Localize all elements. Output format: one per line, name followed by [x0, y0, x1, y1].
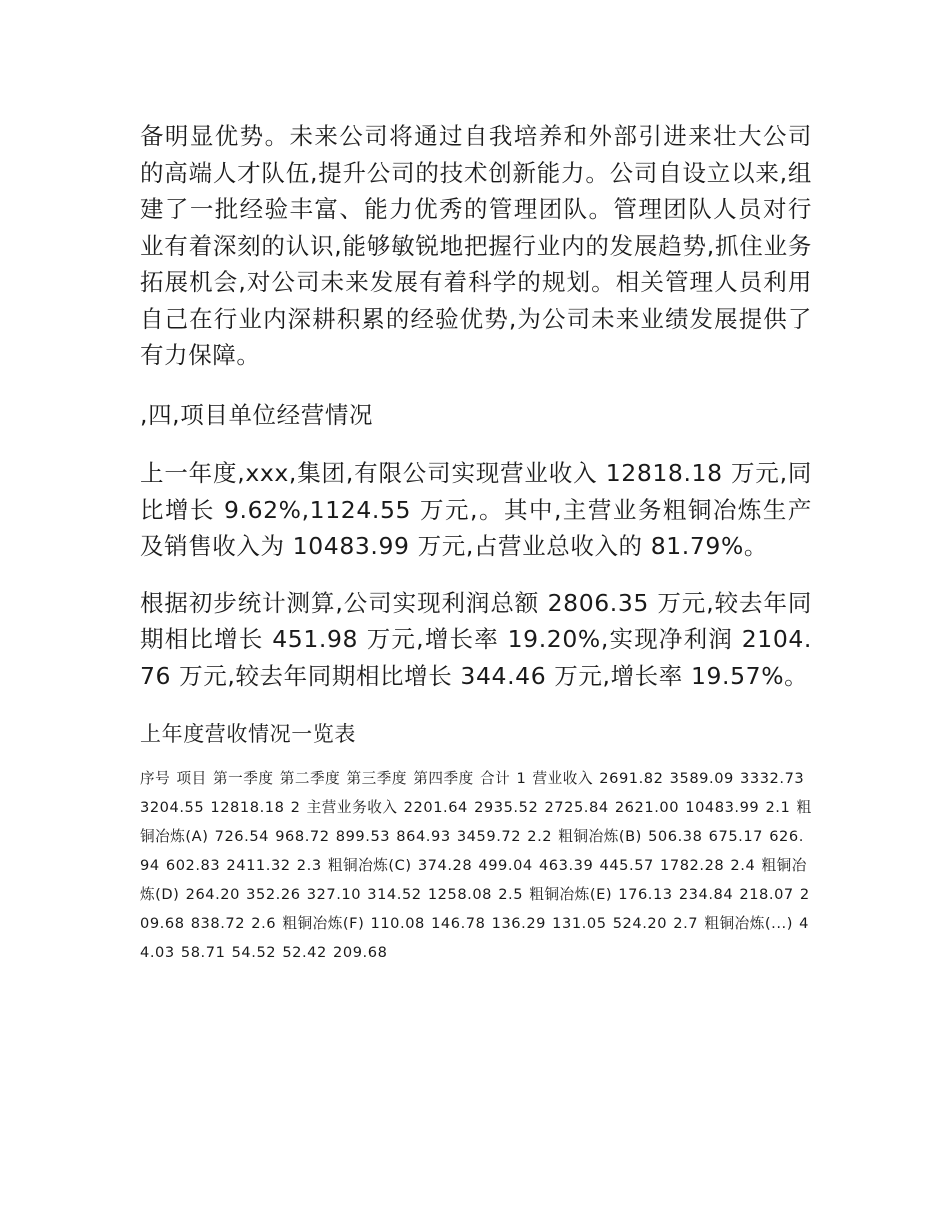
- section-heading: ,四,项目单位经营情况: [140, 400, 374, 429]
- body-paragraph-management: 备明显优势。未来公司将通过自我培养和外部引进来壮大公司的高端人才队伍,提升公司的技术创新能力。公司自设立以来,组建了一批经验丰富、能力优秀的管理团队。管理团队人员对行业有着深刻的认识,能够敏锐地把握行业内的发展趋势,抓住业务拓展机会,对公司未来发展有着科学的规划。相关管理人员利用自己在行业内深耕积累的经验优势,为公司未来业绩发展提供了有力保障。: [140, 122, 812, 369]
- body-paragraph-revenue: 上一年度,xxx,集团,有限公司实现营业收入 12818.18 万元,同比增长 9.62%,1124.55 万元,。其中,主营业务粗铜冶炼生产及销售收入为 10483.99 万元,占营业总收入的 81.79%。: [140, 459, 812, 560]
- table-title: 上年度营收情况一览表: [140, 722, 356, 746]
- document-page: [140, 118, 812, 967]
- revenue-table-text: 序号 项目 第一季度 第二季度 第三季度 第四季度 合计 1 营业收入 2691.82 3589.09 3332.73 3204.55 12818.18 2 主营业务收入 2201.64 2935.52 2725.84 2621.00 10483.99 2.1 粗铜冶炼(A) 726.54 968.72 899.53 864.93 3459.72 2.2 粗铜冶炼(B) 506.38 675.17 626.94 602.83 2411.32 2.3 粗铜冶炼(C) 374.28 499.04 463.39 445.57 1782.28 2.4 粗铜冶炼(D) 264.20 352.26 327.10 314.52 1258.08 2.5 粗铜冶炼(E) 176.13 234.84 218.07 209.68 838.72 2.6 粗铜冶炼(F) 110.08 146.78 136.29 131.05 524.20 2.7 粗铜冶炼(...) 44.03 58.71 54.52 52.42 209.68: [140, 770, 812, 961]
- body-paragraph-profit: 根据初步统计测算,公司实现利润总额 2806.35 万元,较去年同期相比增长 451.98 万元,增长率 19.20%,实现净利润 2104.76 万元,较去年同期相比增长 344.46 万元,增长率 19.57%。: [140, 588, 812, 690]
